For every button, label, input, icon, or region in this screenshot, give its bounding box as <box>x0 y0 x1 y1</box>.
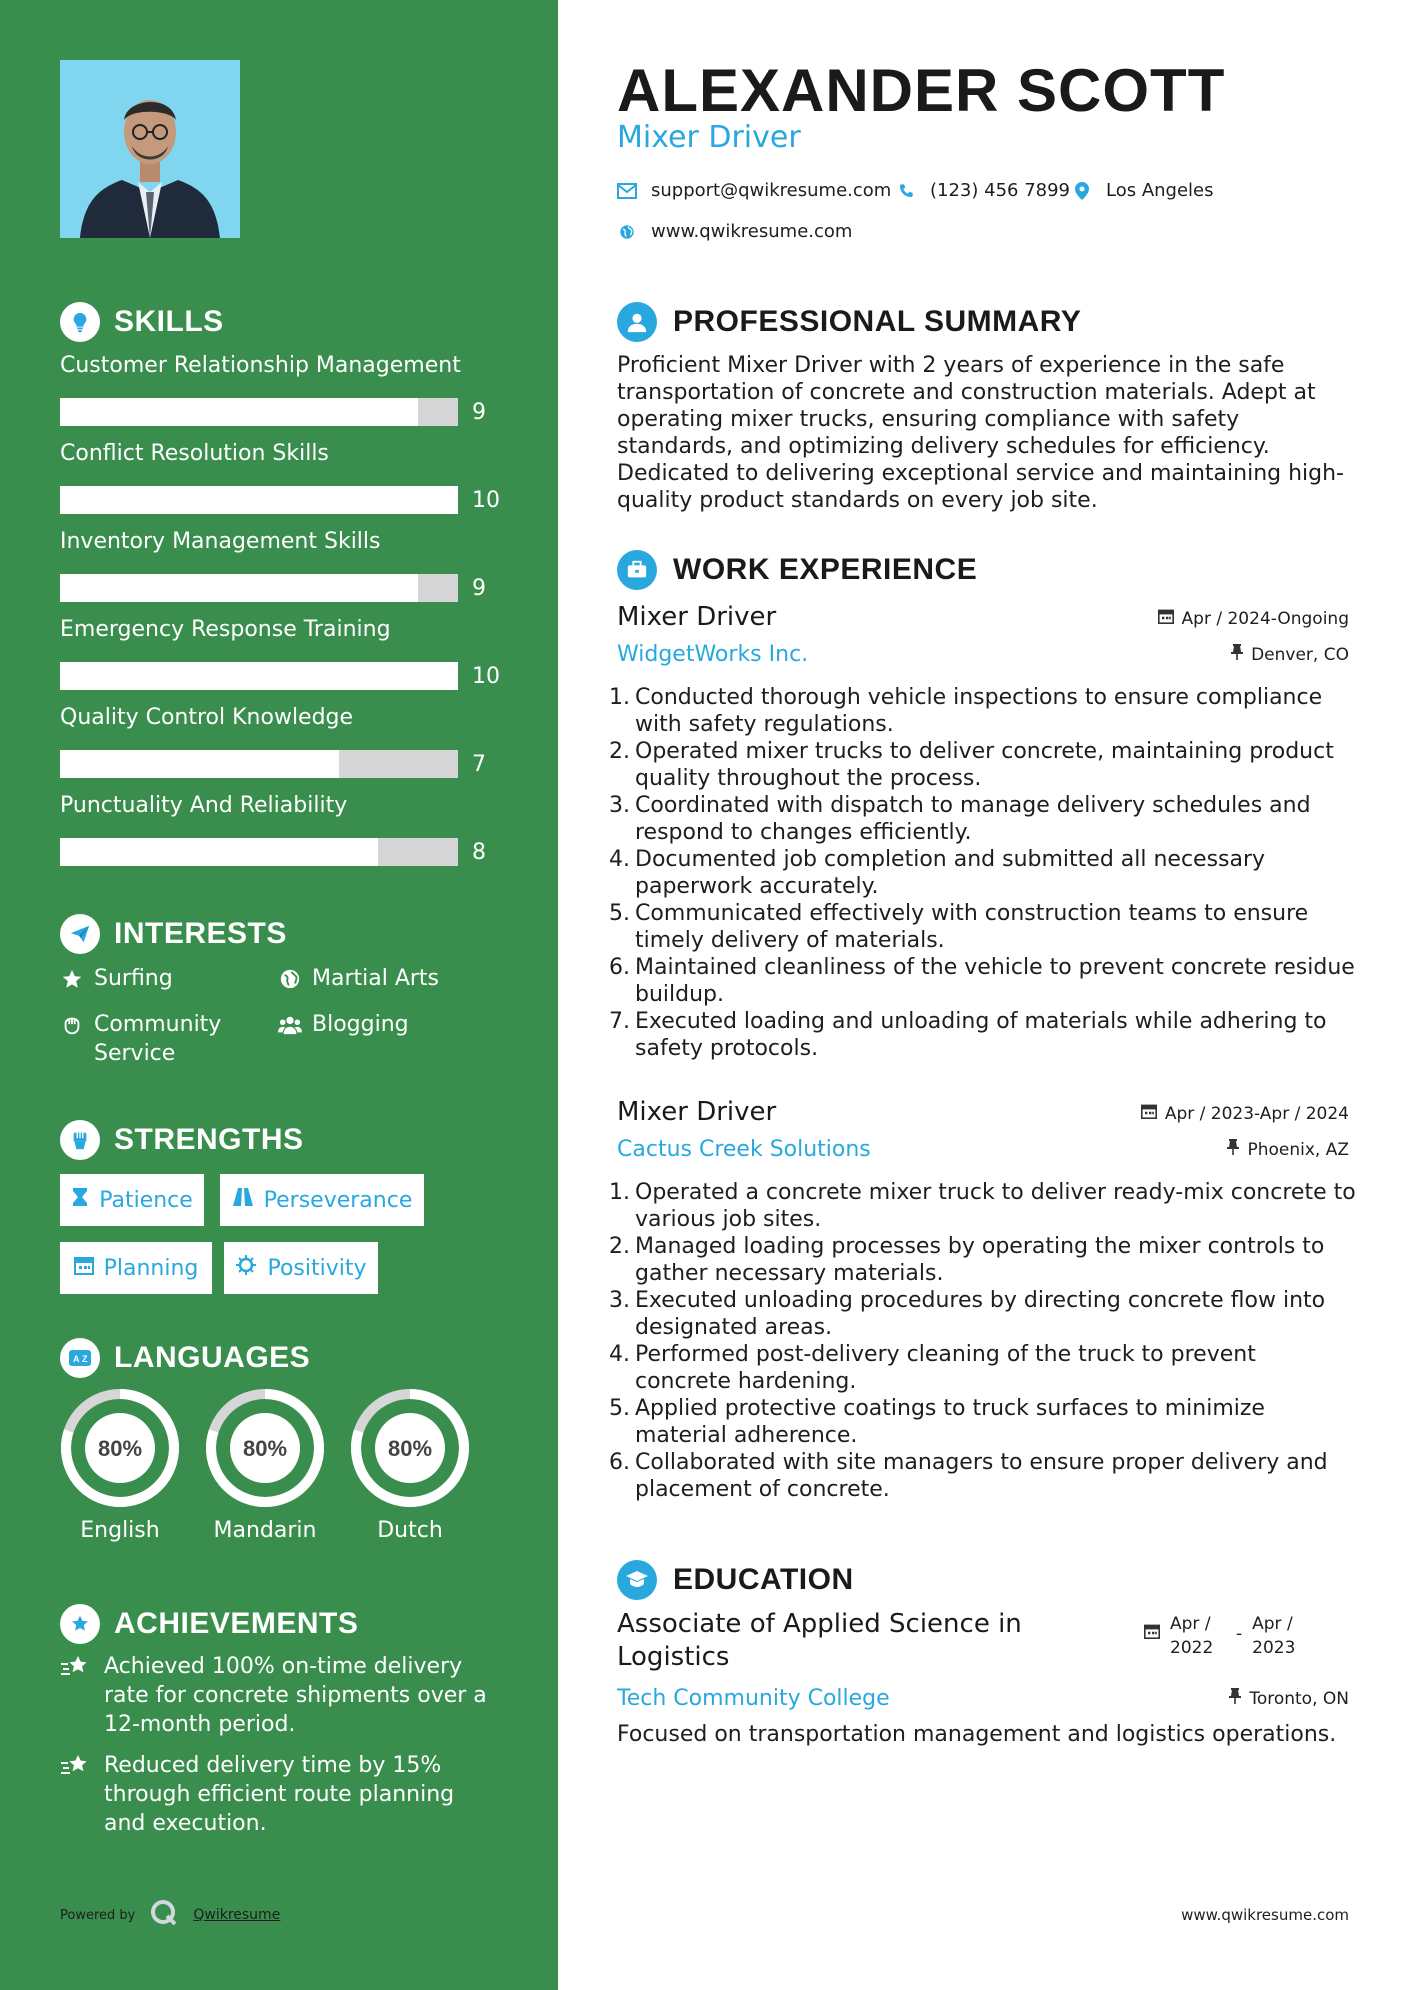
paper-plane-icon <box>60 914 100 954</box>
strength-label: Planning <box>103 1255 199 1281</box>
interest-label: Surfing <box>94 966 173 991</box>
job-bullet: 1. Operated a concrete mixer truck to deliver ready-mix concrete to various job sites. <box>609 1180 1356 1232</box>
skill-bar-fill <box>60 486 458 514</box>
hourglass-icon <box>71 1187 89 1213</box>
achievement-item <box>60 1652 500 1739</box>
lightbulb-icon <box>60 302 100 342</box>
job-bullets <box>609 684 1357 1062</box>
strength-chip <box>60 1242 212 1294</box>
education-description: Focused on transportation management and logistics operations. <box>617 1722 1337 1747</box>
job-bullet: 6. Collaborated with site managers to ensure proper delivery and placement of concrete. <box>609 1450 1328 1502</box>
strength-label: Perseverance <box>263 1187 413 1213</box>
job-title: Mixer Driver <box>617 1097 777 1127</box>
skill-bar-fill <box>60 574 418 602</box>
education-school: Tech Community College <box>617 1686 890 1711</box>
interest-label: Blogging <box>312 1012 409 1037</box>
job-bullet: 2. Operated mixer trucks to deliver concrete, maintaining product quality throughout the process. <box>609 739 1334 791</box>
job-bullet: 1. Conducted thorough vehicle inspections to ensure compliance with safety regulations. <box>609 685 1323 737</box>
user-icon <box>617 302 657 342</box>
summary-heading <box>617 302 1081 342</box>
skills-title: SKILLS <box>114 305 224 338</box>
language-percent: 80% <box>387 1436 433 1461</box>
job-bullet-text: Maintained cleanliness of the vehicle to prevent concrete residue buildup. <box>635 955 1355 1007</box>
skill-value: 9 <box>472 576 486 601</box>
education-start-month: Apr / <box>1170 1614 1211 1634</box>
education-date-separator: - <box>1236 1624 1243 1644</box>
achievements-title: ACHIEVEMENTS <box>114 1607 359 1640</box>
fist-icon <box>60 1120 100 1160</box>
translate-icon <box>60 1338 100 1378</box>
skill-bar <box>60 398 458 426</box>
languages-heading <box>60 1338 310 1378</box>
interests-title: INTERESTS <box>114 917 287 950</box>
job-bullet: 3. Coordinated with dispatch to manage delivery schedules and respond to changes efficiently. <box>609 793 1311 845</box>
powered-by <box>60 1898 280 1932</box>
skill-value: 7 <box>472 752 486 777</box>
contact-email-text: support@qwikresume.com <box>651 180 892 201</box>
job-location-text: Denver, CO <box>1251 644 1349 665</box>
education-location <box>1229 1688 1349 1709</box>
language-ring <box>58 1386 182 1510</box>
job-bullet: 2. Managed loading processes by operating the mixer controls to gather necessary materials. <box>609 1234 1325 1286</box>
qwikresume-logo-icon <box>149 1898 179 1932</box>
job-bullet-text: Operated a concrete mixer truck to deliver ready-mix concrete to various job sites. <box>635 1180 1356 1232</box>
skill-value: 10 <box>472 664 500 689</box>
contact-phone[interactable] <box>896 180 1070 201</box>
job-bullet-text: Executed loading and unloading of materials while adhering to safety protocols. <box>635 1009 1327 1061</box>
skill-bar <box>60 486 458 514</box>
job-bullets <box>609 1179 1357 1503</box>
achievement-text: Reduced delivery time by 15% through efficient route planning and execution. <box>104 1753 455 1836</box>
phone-icon <box>896 181 916 201</box>
education-location-text: Toronto, ON <box>1249 1688 1349 1709</box>
globe-icon <box>617 222 637 242</box>
skill-name: Quality Control Knowledge <box>60 705 354 730</box>
job-title: Mixer Driver <box>617 602 777 632</box>
skills-heading <box>60 302 224 342</box>
job-bullet: 5. Communicated effectively with construction teams to ensure timely delivery of materials. <box>609 901 1309 953</box>
achievements-heading <box>60 1604 358 1644</box>
powered-brand-link[interactable]: Qwikresume <box>193 1907 281 1923</box>
job-bullet: 4. Performed post-delivery cleaning of the truck to prevent concrete hardening. <box>609 1342 1256 1394</box>
job-bullet: 7. Executed loading and unloading of materials while adhering to safety protocols. <box>609 1009 1327 1061</box>
job-entry <box>609 1097 1356 1517</box>
sidebar <box>0 0 558 1990</box>
languages-title: LANGUAGES <box>114 1341 311 1374</box>
shooting-star-icon <box>60 1652 92 1682</box>
globe-icon <box>278 964 302 993</box>
graduation-cap-icon <box>617 1560 657 1600</box>
language-ring <box>348 1386 472 1510</box>
interest-label: Martial Arts <box>312 966 440 991</box>
language-percent: 80% <box>242 1436 288 1461</box>
candidate-name: ALEXANDER SCOTT <box>617 57 1226 124</box>
svg-text:Z: Z <box>82 1354 88 1364</box>
profile-photo-image <box>60 60 240 238</box>
calendar-icon <box>74 1255 94 1281</box>
job-bullet: 3. Executed unloading procedures by directing concrete flow into designated areas. <box>609 1288 1326 1340</box>
achievement-item <box>60 1751 500 1838</box>
strength-label: Positivity <box>267 1255 367 1281</box>
skill-name: Inventory Management Skills <box>60 529 381 554</box>
skill-name: Punctuality And Reliability <box>60 793 348 818</box>
briefcase-icon <box>617 550 657 590</box>
education-start-year: 2022 <box>1170 1638 1214 1658</box>
hand-icon <box>60 1010 84 1039</box>
footer-url[interactable]: www.qwikresume.com <box>1181 1906 1349 1924</box>
job-company: WidgetWorks Inc. <box>617 642 809 667</box>
language-name: Mandarin <box>213 1518 317 1543</box>
skill-bar <box>60 662 458 690</box>
skill-bar-fill <box>60 838 378 866</box>
svg-text:A: A <box>73 1354 80 1364</box>
road-icon <box>232 1187 254 1213</box>
skill-bar-fill <box>60 750 339 778</box>
job-location <box>1231 644 1349 665</box>
job-bullet-text: Collaborated with site managers to ensure proper delivery and placement of concrete. <box>635 1450 1328 1502</box>
contact-location <box>1072 180 1214 201</box>
job-bullet: 5. Applied protective coatings to truck surfaces to minimize material adherence. <box>609 1396 1265 1448</box>
job-bullet-text: Communicated effectively with construction teams to ensure timely delivery of materials. <box>635 901 1309 953</box>
education-dates <box>1144 1612 1308 1660</box>
interests-heading <box>60 914 287 954</box>
skill-item <box>60 616 510 689</box>
contact-phone-text: (123) 456 7899 <box>930 180 1071 201</box>
skill-item <box>60 792 510 865</box>
language-item <box>58 1386 182 1543</box>
interest-item <box>278 1010 409 1039</box>
job-date <box>1158 608 1349 629</box>
skill-bar <box>60 838 458 866</box>
job-bullet-text: Conducted thorough vehicle inspections to ensure compliance with safety regulations. <box>635 685 1323 737</box>
language-item <box>348 1386 472 1543</box>
education-start <box>1170 1612 1226 1660</box>
skill-value: 9 <box>472 400 486 425</box>
education-title: EDUCATION <box>673 1563 854 1596</box>
education-degree: Associate of Applied Science in Logistics <box>617 1609 1022 1672</box>
map-pin-icon <box>1072 181 1092 201</box>
language-ring <box>203 1386 327 1510</box>
envelope-icon <box>617 181 637 201</box>
job-bullet-text: Documented job completion and submitted all necessary paperwork accurately. <box>635 847 1266 899</box>
calendar-icon <box>1158 608 1174 629</box>
pushpin-icon <box>1229 1688 1241 1709</box>
job-bullet-text: Applied protective coatings to truck surfaces to minimize material adherence. <box>635 1396 1265 1448</box>
interest-label: Community Service <box>94 1012 222 1066</box>
strength-chip <box>224 1242 378 1294</box>
skill-value: 10 <box>472 488 500 513</box>
skill-item <box>60 528 510 601</box>
education-heading <box>617 1560 854 1600</box>
skill-bar-fill <box>60 398 418 426</box>
job-company: Cactus Creek Solutions <box>617 1137 871 1162</box>
education-end-year: 2023 <box>1252 1638 1296 1658</box>
profile-photo <box>60 60 240 238</box>
trophy-star-icon <box>60 1604 100 1644</box>
contact-website[interactable] <box>617 221 852 242</box>
skill-item <box>60 440 510 513</box>
calendar-icon <box>1141 1103 1157 1124</box>
job-date <box>1141 1103 1349 1124</box>
star-icon <box>60 964 84 993</box>
job-bullet-text: Managed loading processes by operating the mixer controls to gather necessary materials. <box>635 1234 1325 1286</box>
skill-bar <box>60 574 458 602</box>
strength-chip <box>60 1174 204 1226</box>
shooting-star-icon <box>60 1751 92 1781</box>
job-date-text: Apr / 2024-Ongoing <box>1181 608 1349 629</box>
language-name: Dutch <box>377 1518 443 1543</box>
contact-website-text: www.qwikresume.com <box>651 221 853 242</box>
calendar-icon <box>1144 1622 1160 1646</box>
strengths-heading <box>60 1120 304 1160</box>
interest-item <box>60 1010 230 1068</box>
skill-bar-fill <box>60 662 458 690</box>
job-location <box>1227 1139 1349 1160</box>
interest-item <box>60 964 173 993</box>
job-date-text: Apr / 2023-Apr / 2024 <box>1164 1103 1349 1124</box>
job-bullet-text: Coordinated with dispatch to manage delivery schedules and respond to changes efficiently. <box>635 793 1311 845</box>
job-bullet-text: Operated mixer trucks to deliver concrete, maintaining product quality throughout the process. <box>635 739 1334 791</box>
job-bullet-text: Performed post-delivery cleaning of the truck to prevent concrete hardening. <box>635 1342 1256 1394</box>
skill-name: Emergency Response Training <box>60 617 391 642</box>
contact-location-text: Los Angeles <box>1106 180 1214 201</box>
job-bullet: 6. Maintained cleanliness of the vehicle to prevent concrete residue buildup. <box>609 955 1355 1007</box>
interest-item <box>278 964 439 993</box>
achievement-text: Achieved 100% on-time delivery rate for concrete shipments over a 12-month period. <box>104 1654 487 1737</box>
education-end-month: Apr / <box>1252 1614 1293 1634</box>
skill-value: 8 <box>472 840 486 865</box>
skill-name: Customer Relationship Management <box>60 353 461 378</box>
powered-label: Powered by <box>60 1907 136 1923</box>
pushpin-icon <box>1227 1139 1239 1160</box>
skill-name: Conflict Resolution Skills <box>60 441 329 466</box>
job-bullet-text: Executed unloading procedures by directing concrete flow into designated areas. <box>635 1288 1326 1340</box>
summary-title: PROFESSIONAL SUMMARY <box>673 305 1082 338</box>
contact-email[interactable] <box>617 180 891 201</box>
candidate-role: Mixer Driver <box>617 120 801 155</box>
strength-label: Patience <box>99 1187 193 1213</box>
sun-icon <box>235 1254 257 1282</box>
pushpin-icon <box>1231 644 1243 665</box>
strengths-title: STRENGTHS <box>114 1123 304 1156</box>
language-name: English <box>80 1518 160 1543</box>
education-end <box>1252 1612 1308 1660</box>
job-entry <box>609 602 1355 1062</box>
skill-item <box>60 352 510 425</box>
strength-chip <box>220 1174 424 1226</box>
users-icon <box>278 1010 302 1039</box>
language-item <box>203 1386 327 1543</box>
skill-bar <box>60 750 458 778</box>
summary-text: Proficient Mixer Driver with 2 years of experience in the safe transportation of concrete and construction materials. Adept at operating mixer trucks, ensuring compliance with safety standards, and optimizing delivery schedules for efficiency. Dedicated to delivering exceptional service and maintaining high-quality product standards on every job site. <box>617 353 1344 513</box>
job-location-text: Phoenix, AZ <box>1247 1139 1349 1160</box>
experience-title: WORK EXPERIENCE <box>673 553 978 586</box>
language-percent: 80% <box>97 1436 143 1461</box>
job-bullet: 4. Documented job completion and submitted all necessary paperwork accurately. <box>609 847 1266 899</box>
skill-item <box>60 704 510 777</box>
experience-heading <box>617 550 977 590</box>
